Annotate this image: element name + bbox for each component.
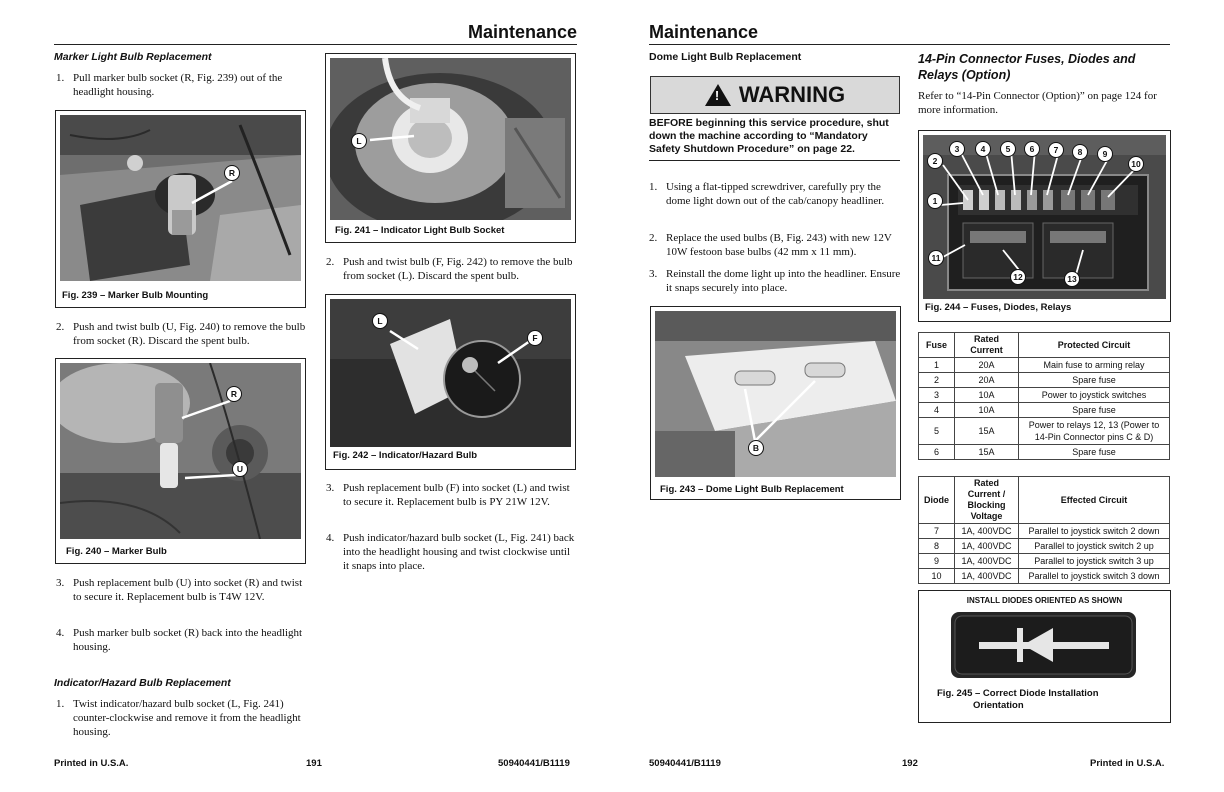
fuse-cell: 10A xyxy=(955,388,1019,403)
fuse-cell: Power to relays 12, 13 (Power to 14-Pin Connector pins C & D) xyxy=(1019,418,1170,445)
fuse-cell: 20A xyxy=(955,373,1019,388)
diode-table xyxy=(918,476,1170,584)
fig-242 xyxy=(325,294,576,470)
fuse-cell: 15A xyxy=(955,418,1019,445)
fig-242-photo xyxy=(330,299,571,447)
fuse-cell: 6 xyxy=(919,445,955,460)
dome-step-2: 2. Replace the used bulbs (B, Fig. 243) with new 12V 10W festoon base bulbs (42 mm x 11 mm). xyxy=(649,232,892,258)
fig-240-caption: Fig. 240 – Marker Bulb xyxy=(66,546,167,557)
left-page-heading: Maintenance xyxy=(468,22,578,42)
right-footer-doc-number: 50940441/B1119 xyxy=(649,758,721,769)
fuse-header-fuse: Fuse xyxy=(919,333,955,358)
fuse-cell: 4 xyxy=(919,403,955,418)
fig-239-caption: Fig. 239 – Marker Bulb Mounting xyxy=(62,290,209,301)
fig-239-photo xyxy=(60,115,301,281)
fuse-header-current: Rated Current xyxy=(955,333,1019,358)
marker-step-3: 3. Push replacement bulb (U) into socket (R) and twist to secure it. Replacement bulb is T4W 12V. xyxy=(56,577,303,603)
fuse-cell: 20A xyxy=(955,358,1019,373)
connector-intro: Refer to “14-Pin Connector (Option)” on page 124 for more information. xyxy=(918,90,1157,116)
fig-243-photo xyxy=(655,311,896,477)
table-row xyxy=(919,524,1170,539)
fig-245-caption-line2: Orientation xyxy=(973,700,1024,711)
fig-244-callout-9: 9 xyxy=(1097,146,1113,162)
marker-step-2: 2. Push and twist bulb (U, Fig. 240) to remove the bulb from socket (R). Discard the spent bulb. xyxy=(56,321,306,347)
fig-243-caption: Fig. 243 – Dome Light Bulb Replacement xyxy=(660,484,844,495)
fig-240-callout-u: U xyxy=(232,461,248,477)
fig-239 xyxy=(55,110,306,308)
warning-rule xyxy=(649,160,900,161)
fig-243-callout-b: B xyxy=(748,440,764,456)
fig-244-callout-5: 5 xyxy=(1000,141,1016,157)
fig-240 xyxy=(55,358,306,564)
fig-242-caption: Fig. 242 – Indicator/Hazard Bulb xyxy=(333,450,478,461)
diode-cell: Parallel to joystick switch 3 down xyxy=(1019,569,1170,584)
fig-244-callout-8: 8 xyxy=(1072,144,1088,160)
fuse-cell: 3 xyxy=(919,388,955,403)
fig-244-callout-6: 6 xyxy=(1024,141,1040,157)
fig-244-callout-7: 7 xyxy=(1048,142,1064,158)
fuse-cell: Spare fuse xyxy=(1019,445,1170,460)
diode-cell: Parallel to joystick switch 2 up xyxy=(1019,539,1170,554)
diode-cell: 1A, 400VDC xyxy=(955,539,1019,554)
indicator-section-title: Indicator/Hazard Bulb Replacement xyxy=(54,677,231,689)
left-footer-page-number: 191 xyxy=(306,758,322,769)
table-row xyxy=(919,418,1170,445)
left-footer-printed: Printed in U.S.A. xyxy=(54,758,129,769)
fig-239-callout-r: R xyxy=(224,165,240,181)
diode-cell: 8 xyxy=(919,539,955,554)
diode-cell: 7 xyxy=(919,524,955,539)
fuse-cell: 5 xyxy=(919,418,955,445)
fig-240-callout-r: R xyxy=(226,386,242,402)
marker-step-4: 4. Push marker bulb socket (R) back into the headlight housing. xyxy=(56,627,303,653)
indicator-step-4: 4. Push indicator/hazard bulb socket (L, Fig. 241) back into the headlight housing and twist clockwise until it snaps into place. xyxy=(326,532,575,572)
fuse-cell: Spare fuse xyxy=(1019,373,1170,388)
table-row xyxy=(919,403,1170,418)
diode-cell: 10 xyxy=(919,569,955,584)
diode-header-circuit: Effected Circuit xyxy=(1019,477,1170,524)
diode-cell: 9 xyxy=(919,554,955,569)
connector-section-title: 14-Pin Connector Fuses, Diodes and Relays (Option) xyxy=(918,52,1136,82)
diode-cell: 1A, 400VDC xyxy=(955,554,1019,569)
fuse-cell: 2 xyxy=(919,373,955,388)
fig-244-callout-10: 10 xyxy=(1128,156,1144,172)
warning-banner xyxy=(650,76,900,114)
table-row xyxy=(919,388,1170,403)
fig-241 xyxy=(325,53,576,243)
fig-244-callout-11: 11 xyxy=(928,250,944,266)
fuse-table xyxy=(918,332,1170,460)
fig-244-callout-2: 2 xyxy=(927,153,943,169)
diode-cell: 1A, 400VDC xyxy=(955,569,1019,584)
fuse-cell: Spare fuse xyxy=(1019,403,1170,418)
fuse-cell: Main fuse to arming relay xyxy=(1019,358,1170,373)
fig-244-callout-4: 4 xyxy=(975,141,991,157)
fig-241-callout-l: L xyxy=(351,133,367,149)
fig-244 xyxy=(918,130,1171,322)
warning-triangle-icon: ! xyxy=(705,84,731,106)
diode-symbol-icon xyxy=(951,612,1136,678)
indicator-step-1: 1. Twist indicator/hazard bulb socket (L, Fig. 241) counter-clockwise and remove it from the headlight housing. xyxy=(56,698,301,738)
table-row xyxy=(919,554,1170,569)
fig-242-callout-l: L xyxy=(372,313,388,329)
right-footer-page-number: 192 xyxy=(902,758,918,769)
indicator-step-3: 3. Push replacement bulb (F) into socket (L) and twist to secure it. Replacement bulb is PY 21W 12V. xyxy=(326,482,570,508)
fig-244-callout-12: 12 xyxy=(1010,269,1026,285)
fig-245-caption-line1: Fig. 245 – Correct Diode Installation xyxy=(937,688,1099,699)
table-row xyxy=(919,539,1170,554)
left-header-rule xyxy=(54,44,577,45)
marker-step-1: 1. Pull marker bulb socket (R, Fig. 239) out of the headlight housing. xyxy=(56,72,283,98)
marker-section-title: Marker Light Bulb Replacement xyxy=(54,51,212,63)
table-row xyxy=(919,569,1170,584)
fuse-cell: 1 xyxy=(919,358,955,373)
fig-242-callout-f: F xyxy=(527,330,543,346)
table-row xyxy=(919,358,1170,373)
right-page-heading: Maintenance xyxy=(649,22,759,42)
fig-244-callout-1: 1 xyxy=(927,193,943,209)
fuse-cell: 15A xyxy=(955,445,1019,460)
right-footer-printed: Printed in U.S.A. xyxy=(1090,758,1165,769)
fig-243 xyxy=(650,306,901,500)
fig-244-caption: Fig. 244 – Fuses, Diodes, Relays xyxy=(925,302,1072,313)
fig-244-callout-13: 13 xyxy=(1064,271,1080,287)
left-footer-doc-number: 50940441/B1119 xyxy=(498,758,570,769)
fig-245 xyxy=(918,590,1171,723)
fig-244-callout-3: 3 xyxy=(949,141,965,157)
dome-step-3: 3. Reinstall the dome light up into the headliner. Ensure it snaps securely into place. xyxy=(649,268,901,294)
fig-240-photo xyxy=(60,363,301,539)
fuse-header-circuit: Protected Circuit xyxy=(1019,333,1170,358)
diode-cell: 1A, 400VDC xyxy=(955,524,1019,539)
fuse-cell: Power to joystick switches xyxy=(1019,388,1170,403)
warning-label: WARNING xyxy=(738,82,846,107)
diode-cell: Parallel to joystick switch 2 down xyxy=(1019,524,1170,539)
warning-text: BEFORE beginning this service procedure, shut down the machine according to “Mandatory Safety Shutdown Procedure” on page 22. xyxy=(649,117,889,155)
fig-245-label: INSTALL DIODES ORIENTED AS SHOWN xyxy=(966,596,1123,605)
dome-step-1: 1. Using a flat-tipped screwdriver, carefully pry the dome light down out of the cab/canopy headliner. xyxy=(649,181,885,207)
diode-header-diode: Diode xyxy=(919,477,955,524)
diode-header-current: Rated Current / Blocking Voltage xyxy=(955,477,1019,524)
fuse-cell: 10A xyxy=(955,403,1019,418)
fig-241-caption: Fig. 241 – Indicator Light Bulb Socket xyxy=(335,225,505,236)
diode-orientation-photo xyxy=(951,612,1136,678)
dome-section-title: Dome Light Bulb Replacement xyxy=(649,51,802,63)
table-row xyxy=(919,445,1170,460)
diode-cell: Parallel to joystick switch 3 up xyxy=(1019,554,1170,569)
right-header-rule xyxy=(649,44,1170,45)
indicator-step-2: 2. Push and twist bulb (F, Fig. 242) to remove the bulb from socket (L). Discard the spent bulb. xyxy=(326,256,573,282)
table-row xyxy=(919,373,1170,388)
